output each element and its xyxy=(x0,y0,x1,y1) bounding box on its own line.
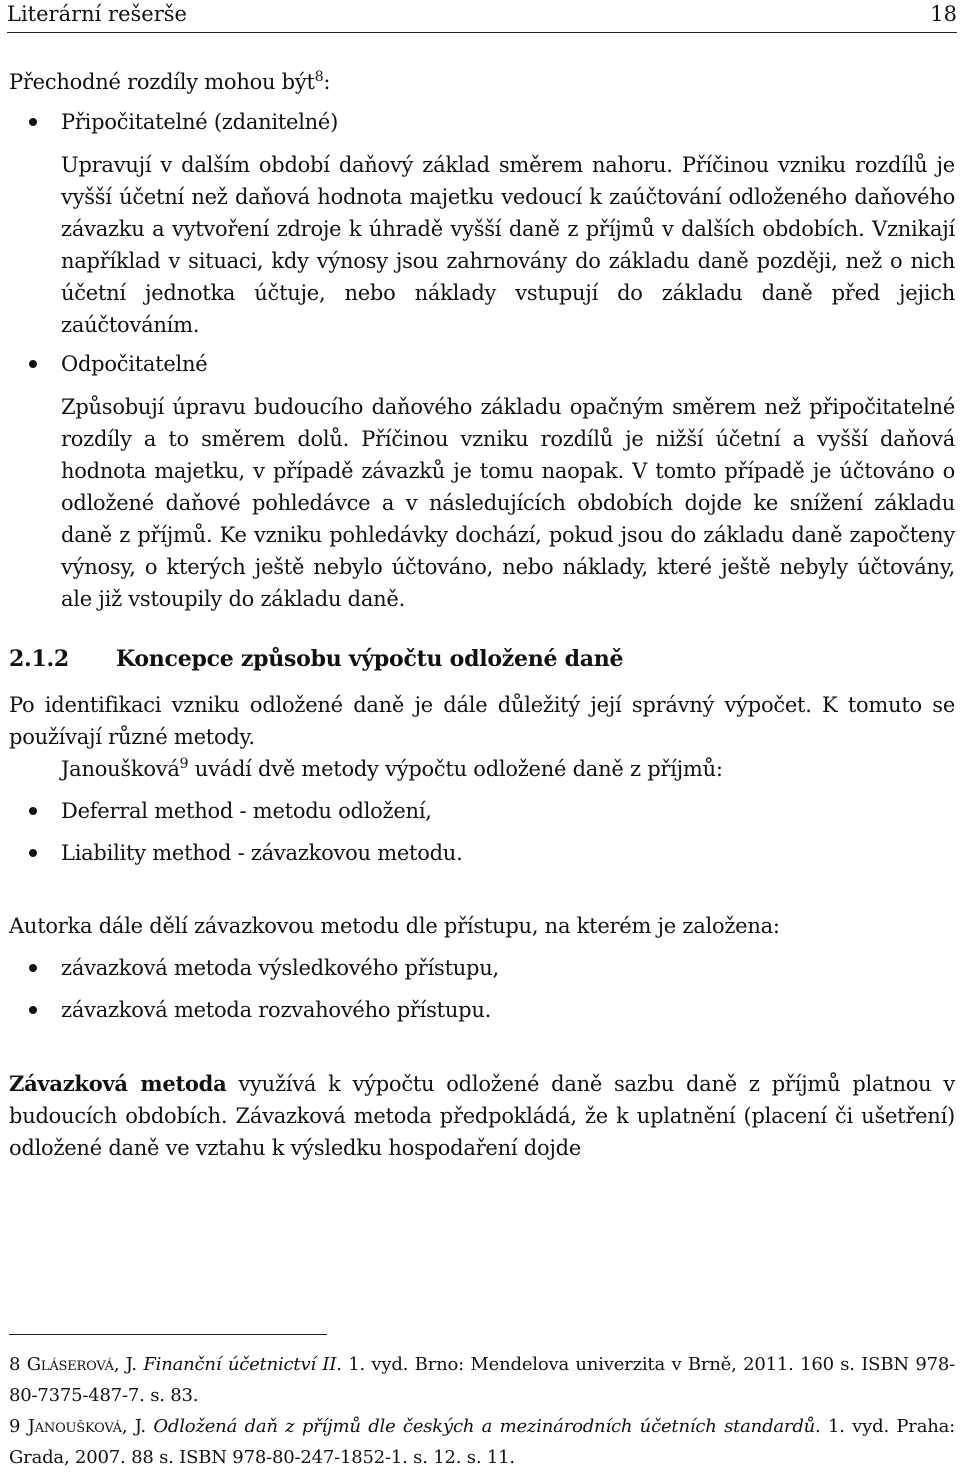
list-item-text: závazková metoda výsledkového přístupu, xyxy=(61,956,499,980)
section-title: Koncepce způsobu výpočtu odložené daně xyxy=(116,646,624,672)
list-item xyxy=(9,952,955,984)
item-description: Způsobují úpravu budoucího daňového základu opačným směrem než připočitatelné rozdíly a to směrem dolů. Příčinou vzniku rozdílů je nižší účetní a vyšší daňová hodnota majetku, v případě závazků je tomu naopak. V tomto případě je účtováno o odložené daňové pohledávce a v následujících obdobích dojde ke snížení základu daně z příjmů. Ke vzniku pohledávky dochází, pokud jsou do základu daně započteny výnosy, o kterých ještě nebylo účtováno, nebo náklady, které ještě nebyly účtovány, ale již vstoupily do základu daně. xyxy=(61,395,955,611)
list-item-text: Deferral method - metodu odložení, xyxy=(61,799,432,823)
footnote-ref-8: 8 xyxy=(314,69,324,85)
paragraph: Autorka dále dělí závazkovou metodu dle přístupu, na kterém je založena: xyxy=(9,914,780,938)
footnote xyxy=(9,1349,955,1411)
bold-term: Závazková metoda xyxy=(9,1071,227,1096)
item-title: Připočitatelné (zdanitelné) xyxy=(61,110,339,134)
footnote-divider xyxy=(9,1334,327,1335)
intro-paragraph xyxy=(9,66,955,98)
page-number: 18 xyxy=(930,2,957,26)
list-item xyxy=(9,795,955,827)
intro-colon: : xyxy=(323,70,331,94)
footnote-ref-9: 9 xyxy=(179,756,189,772)
footnote-details: 1. vyd. Praha: Grada, 2007. 88 s. ISBN 978-80-247-1852-1. s. 12. s. 11. xyxy=(9,1416,956,1468)
footnote xyxy=(9,1411,955,1473)
footnote-details: 1. vyd. Brno: Mendelova univerzita v Brně, 2011. 160 s. ISBN 978-80-7375-487-7. s. 83. xyxy=(9,1354,955,1406)
author-name: Janoušková xyxy=(61,757,180,781)
bullet-icon xyxy=(29,807,37,815)
footnote-title: Odložená daň z příjmů dle českých a mezinárodních účetních standardů. xyxy=(153,1416,821,1437)
item-title: Odpočitatelné xyxy=(61,352,208,376)
list-item xyxy=(9,837,955,869)
header-title: Literární rešerše xyxy=(7,2,187,26)
paragraph xyxy=(9,753,955,785)
bullet-icon xyxy=(29,1006,37,1014)
bullet-icon xyxy=(29,964,37,972)
section-heading xyxy=(9,643,955,675)
list-item xyxy=(9,348,955,380)
paragraph-text: uvádí dvě metody výpočtu odložené daně z příjmů: xyxy=(194,757,723,781)
item-description: Upravují v dalším období daňový základ směrem nahoru. Příčinou vzniku rozdílů je vyšší účetní než daňová hodnota majetku vedoucí k zaúčtování odloženého daňového závazku a vytvoření zdroje k úhradě vyšší daně z příjmů v dalších obdobích. Vznikají například v situaci, kdy výnosy jsou zahrnovány do základu daně později, než o nich účetní jednotka účtuje, nebo náklady vstupují do základu daně před jejich zaúčtováním. xyxy=(61,153,955,337)
footnote-number: 8 xyxy=(9,1354,21,1375)
list-item xyxy=(9,106,955,138)
bullet-icon xyxy=(29,849,37,857)
footnote-author: Gláserová, J. xyxy=(26,1354,137,1375)
list-item xyxy=(9,994,955,1026)
page-body xyxy=(9,66,955,1164)
paragraph: Po identifikaci vzniku odložené daně je dále důležitý její správný výpočet. K tomuto se používají různé metody. xyxy=(9,693,955,749)
footnote-number: 9 xyxy=(9,1416,21,1437)
paragraph xyxy=(9,1068,955,1164)
bullet-icon xyxy=(29,118,37,126)
intro-text: Přechodné rozdíly mohou být xyxy=(9,70,315,94)
list-item-text: závazková metoda rozvahového přístupu. xyxy=(61,998,492,1022)
list-item-text: Liability method - závazkovou metodu. xyxy=(61,841,463,865)
footnotes xyxy=(9,1334,955,1473)
footnote-author: Janoušková, J. xyxy=(27,1416,146,1437)
bullet-icon xyxy=(29,360,37,368)
section-number: 2.1.2 xyxy=(9,646,69,672)
footnote-title: Finanční účetnictví II. xyxy=(143,1354,342,1375)
paragraph-text: využívá k výpočtu odložené daně sazbu daně z příjmů platnou v budoucích obdobích. Závazková metoda předpokládá, že k uplatnění (placení či ušetření) odložené daně ve vztahu k výsledku hospodaření dojde xyxy=(9,1072,955,1160)
page-header xyxy=(7,0,957,33)
